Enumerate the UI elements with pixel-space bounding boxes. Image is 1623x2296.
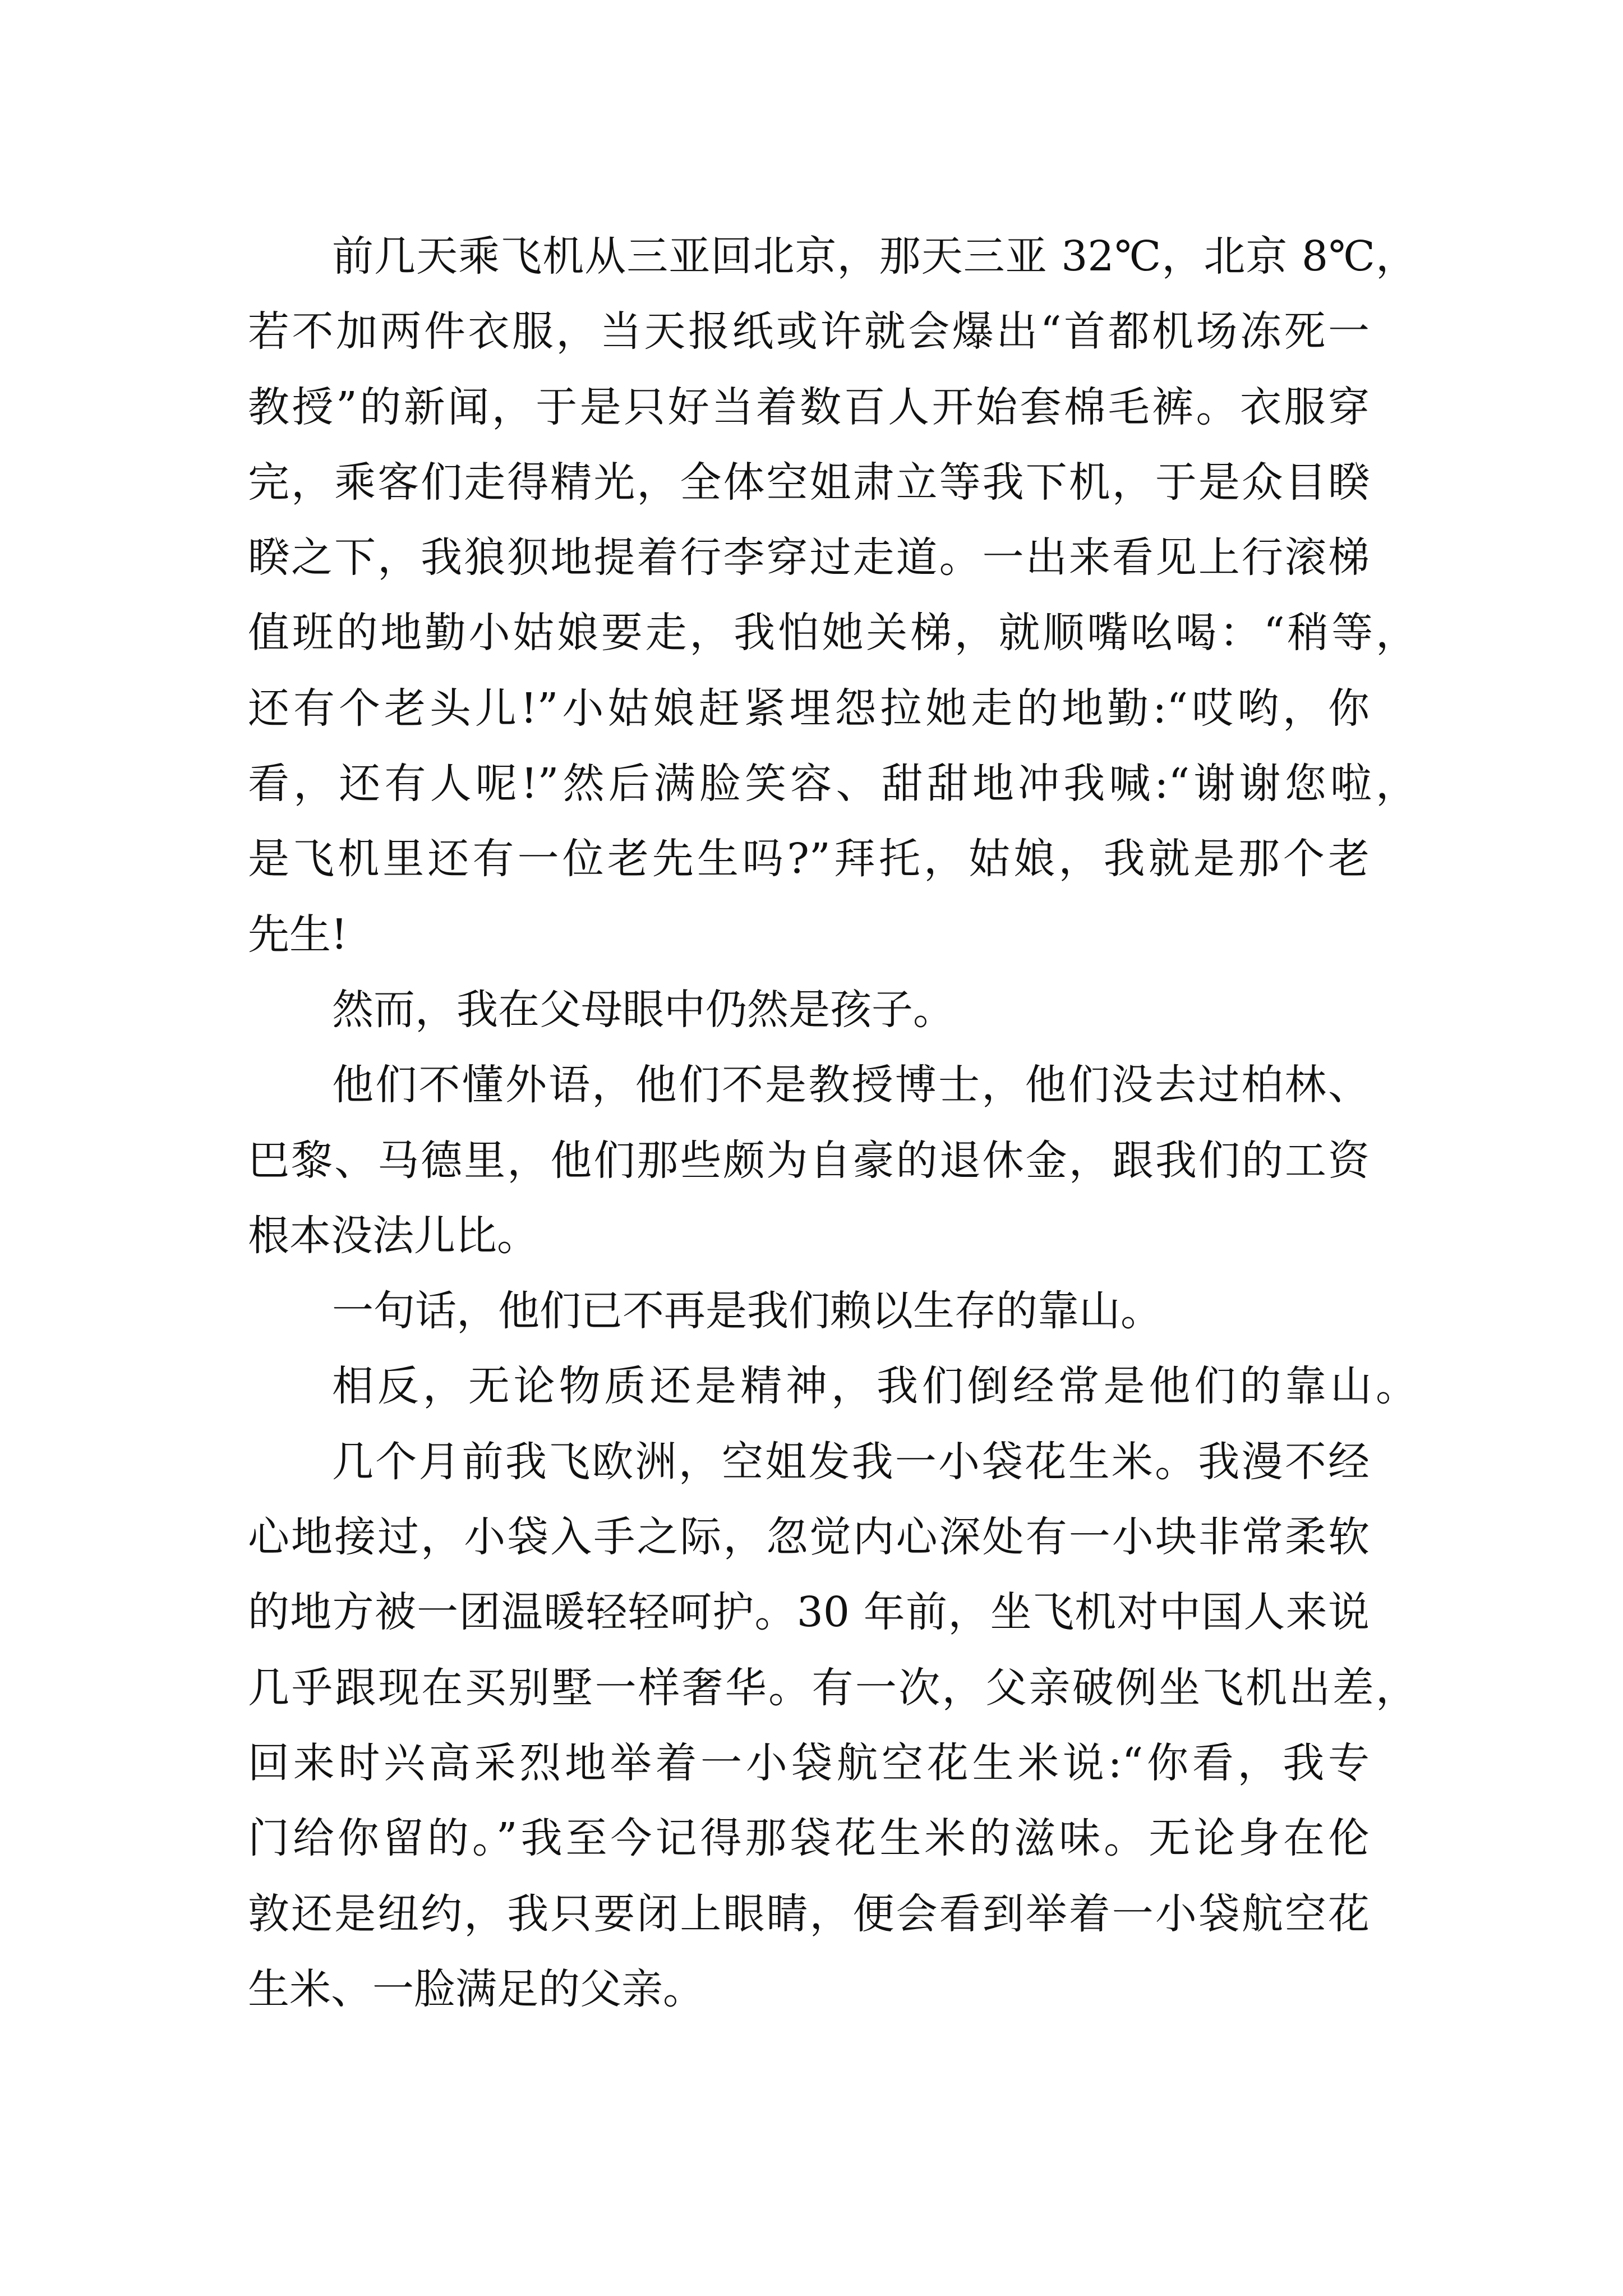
paragraph: [248, 219, 1426, 972]
text-line: 教授”的新闻，于是只好当着数百人开始套棉毛裤。衣服穿: [248, 383, 1370, 431]
text-line: 生米、一脸满足的父亲。: [248, 1964, 704, 2013]
text-line: 值班的地勤小姑娘要走，我怕她关梯，就顺嘴吆喝：“稍等，: [248, 609, 1417, 657]
text-line: 相反，无论物质还是精神，我们倒经常是他们的靠山。: [332, 1362, 1417, 1411]
text-line: 然而，我在父母眼中仍然是孩子。: [332, 985, 955, 1034]
text-line: 先生!: [248, 910, 348, 959]
text-line: 看，还有人呢!”然后满脸笑容、甜甜地冲我喊:“谢谢您啦，: [248, 760, 1417, 808]
text-line: 敦还是纽约，我只要闭上眼睛，便会看到举着一小袋航空花: [248, 1889, 1370, 1938]
text-line: 门给你留的。”我至今记得那袋花生米的滋味。无论身在伦: [248, 1814, 1370, 1863]
text-line: 完，乘客们走得精光，全体空姐肃立等我下机，于是众目睽: [248, 458, 1370, 507]
paragraph: [248, 1424, 1426, 2027]
text-line: 回来时兴高采烈地举着一小袋航空花生米说:“你看，我专: [248, 1738, 1370, 1787]
text-line: 还有个老头儿!”小姑娘赶紧埋怨拉她走的地勤:“哎哟，你: [248, 684, 1370, 733]
text-line: 几乎跟现在买别墅一样奢华。有一次，父亲破例坐飞机出差，: [248, 1663, 1417, 1712]
text-line: 一句话，他们已不再是我们赖以生存的靠山。: [332, 1287, 1162, 1336]
paragraph: [248, 972, 1426, 1047]
text-line: 心地接过，小袋入手之际，忽觉内心深处有一小块非常柔软: [248, 1513, 1370, 1562]
text-line: 若不加两件衣服，当天报纸或许就会爆出“首都机场冻死一: [248, 307, 1370, 356]
paragraph: [248, 1047, 1426, 1273]
text-line: 根本没法儿比。: [248, 1211, 538, 1260]
text-line: 几个月前我飞欧洲，空姐发我一小袋花生米。我漫不经: [332, 1437, 1370, 1486]
text-line: 是飞机里还有一位老先生吗?”拜托，姑娘，我就是那个老: [248, 835, 1370, 884]
text-line: 他们不懂外语，他们不是教授博士，他们没去过柏林、: [332, 1061, 1370, 1110]
body-text: [248, 219, 1426, 2027]
paragraph: [248, 1349, 1426, 1424]
text-line: 睽之下，我狼狈地提着行李穿过走道。一出来看见上行滚梯: [248, 533, 1370, 582]
text-line: 的地方被一团温暖轻轻呵护。30 年前，坐飞机对中国人来说: [248, 1588, 1370, 1637]
text-line: 前几天乘飞机从三亚回北京，那天三亚 32℃，北京 8℃，: [332, 232, 1417, 280]
text-line: 巴黎、马德里，他们那些颇为自豪的退休金，跟我们的工资: [248, 1136, 1370, 1185]
paragraph: [248, 1273, 1426, 1349]
